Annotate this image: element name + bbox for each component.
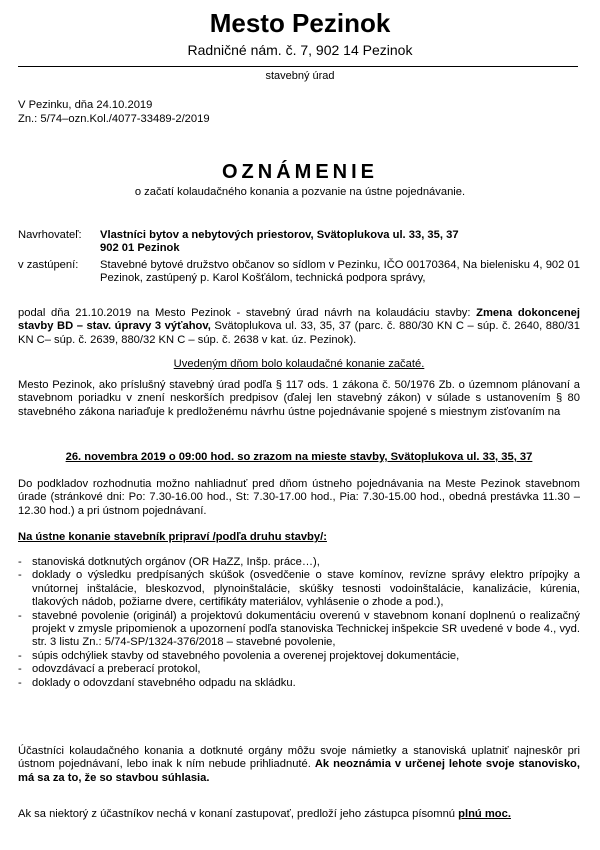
- authority-paragraph: Mesto Pezinok, ako príslušný stavebný úrad podľa § 117 ods. 1 zákona č. 50/1976 Zb. o územnom plánovaní a stavebnom poriadku v znení neskorších predpisov (ďalej len stavebný zákon) v súlade s ustanovením § 80 stavebného zákona nariaďuje k predloženému návrhu ústne pojednávanie spojené s miestnym zisťovaním na: [18, 379, 580, 418]
- proxy-value: Stavebné bytové družstvo občanov so sídlom v Pezinku, IČO 00170364, Na bielenisku 4, 902 01 Pezinok, zastúpený p. Karol Košťálom, technická podpora správy,: [100, 259, 580, 285]
- reference-number: Zn.: 5/74–ozn.Kol./4077-33489-2/2019: [18, 113, 210, 125]
- submission-text-2: Svätoplukova ul. 33, 35, 37 (parc. č. 880/30 KN C – súp. č. 2640, 880/31 KN C– súp. č. 2639, 880/32 KN C – súp. č. 2638 v kat. úz. Pezinok).: [18, 320, 581, 346]
- applicant-city: 902 01 Pezinok: [100, 242, 180, 255]
- prepare-heading-text: Na ústne konanie stavebník pripraví /podľa druhu stavby/:: [18, 531, 327, 543]
- applicant-label: Navrhovateľ:: [18, 229, 82, 241]
- proxy-label: v zastúpení:: [18, 259, 79, 271]
- hearing-date-text: 26. novembra 2019 o 09:00 hod. so zrazom na mieste stavby, Svätoplukova ul. 33, 35, 37: [65, 451, 533, 463]
- building-name: Zmena dokoncenej stavby BD – stav. úpravy 3 výťahov,: [18, 307, 580, 333]
- submission-text-1: podal dňa 21.10.2019 na Mesto Pezinok - stavebný úrad návrh na kolaudáciu stavby:: [18, 307, 477, 319]
- city-address: Radničné nám. č. 7, 902 14 Pezinok: [187, 42, 413, 58]
- applicant-name: Vlastníci bytov a nebytových priestorov, Svätoplukova ul. 33, 35, 37: [100, 229, 459, 241]
- required-documents-list: [18, 556, 580, 690]
- proxy-row: [18, 259, 580, 286]
- list-item: - stavebné povolenie (originál) a projektovú dokumentáciu overenú v stavebnom konaní doplnenú o realizačný projekt v zmysle pripomienok a upozornení podľa stanoviska Technickej inšpekcie SR uvedené v bode 4., vyd. str. 3 listu Zn.: 5/74-SP/1324-376/2018 – stavebné povolenie,: [18, 609, 580, 649]
- representation-paragraph: Ak sa niektorý z účastníkov nechá v konaní zastupovať, predloží jeho zástupca písomnú plnú moc.: [18, 808, 511, 820]
- list-item: - doklady o výsledku predpísaných skúšok (osvedčenie o stave komínov, revízne správy elektro prípojky a vnútornej inštalácie, bleskozvod, plynoinštalácie, skúšky tesnosti vodoinštalácie, kanalizácie, kúrenia, tlakových nádob, požiarne dvere, certifikáty materiálov, vyhlásenie o zhode a pod.),: [18, 569, 580, 609]
- power-of-attorney: plnú moc.: [458, 808, 511, 820]
- consent-statement: Ak neoznámia v určenej lehote svoje stanovisko, má sa za to, že so stavbou súhlasia.: [18, 758, 580, 784]
- list-item: - stanoviská dotknutých orgánov (OR HaZZ, Inšp. práce…),: [18, 556, 320, 568]
- date-line: V Pezinku, dňa 24.10.2019: [18, 99, 153, 111]
- documents-paragraph: Do podkladov rozhodnutia možno nahliadnuť pred dňom ústneho pojednávania na Meste Pezinok stavebnom úrade (stránkové dni: Po: 7.30-16.00 hod., St: 7.30-17.00 hod., Pia: 7.30-15.00 hod., obedná prestávka 11.30 – 12.30 hod.) a pri ústnom pojednávaní.: [18, 478, 580, 517]
- proceedings-started-text: Uvedeným dňom bolo kolaudačné konanie začaté.: [173, 358, 425, 370]
- hearing-date: [18, 451, 580, 464]
- objections-paragraph: Účastníci kolaudačného konania a dotknuté orgány môžu svoje námietky a stanoviská uplatniť najneskôr pri ústnom pojednávaní, lebo inak k ním nebude prihliadnuté. Ak neoznámia v určenej lehote svoje stanovisko, má sa za to, že so stavbou súhlasia.: [18, 745, 580, 784]
- applicant-value: [100, 229, 580, 256]
- notice-heading: OZNÁMENIE: [222, 161, 378, 183]
- list-item: - odovzdávací a preberací protokol,: [18, 663, 201, 676]
- prepare-heading: [18, 531, 580, 544]
- city-title: Mesto Pezinok: [209, 8, 391, 38]
- header-divider: [18, 66, 578, 67]
- proceedings-started: [18, 358, 580, 371]
- list-item: - doklady o odovzdaní stavebného odpadu na skládku.: [18, 676, 296, 689]
- notice-subheading: o začatí kolaudačného konania a pozvanie na ústne pojednávanie.: [134, 186, 466, 198]
- office-name: stavebný úrad: [265, 70, 335, 82]
- submission-paragraph: [18, 307, 580, 347]
- applicant-row: [18, 229, 580, 256]
- list-item: - súpis odchýliek stavby od stavebného povolenia a overenej projektovej dokumentácie,: [18, 649, 460, 662]
